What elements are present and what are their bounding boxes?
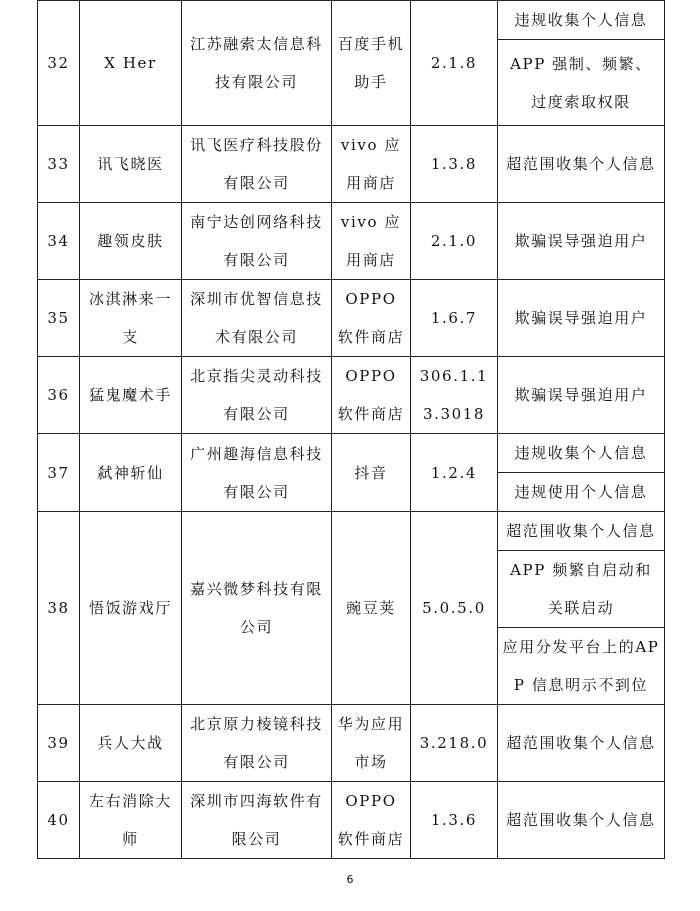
app-version: 1.3.8: [411, 126, 498, 203]
issue-cell: 超范围收集个人信息: [498, 705, 665, 782]
app-version: 1.6.7: [411, 280, 498, 357]
company-name: 深圳市优智信息技术有限公司: [182, 280, 332, 357]
issue-cell: 应用分发平台上的APP 信息明示不到位: [498, 628, 665, 705]
table-row: [38, 126, 665, 203]
app-store: OPPO 软件商店: [332, 357, 411, 434]
app-violation-table: [37, 0, 665, 859]
table-row: [38, 512, 665, 551]
company-name: 北京指尖灵动科技有限公司: [182, 357, 332, 434]
company-name: 广州趣海信息科技有限公司: [182, 434, 332, 512]
app-name: 悟饭游戏厅: [80, 512, 182, 705]
app-store: 百度手机助手: [332, 1, 411, 126]
table-row: [38, 203, 665, 280]
app-name: 猛鬼魔术手: [80, 357, 182, 434]
app-version: 5.0.5.0: [411, 512, 498, 705]
app-store: OPPO 软件商店: [332, 782, 411, 859]
app-store: 抖音: [332, 434, 411, 512]
issue-cell: 违规收集个人信息: [498, 434, 665, 473]
row-number: 34: [38, 203, 80, 280]
app-version: 2.1.0: [411, 203, 498, 280]
app-store: 豌豆荚: [332, 512, 411, 705]
row-number: 37: [38, 434, 80, 512]
app-store: 华为应用市场: [332, 705, 411, 782]
company-name: 江苏融索太信息科技有限公司: [182, 1, 332, 126]
app-name: X Her: [80, 1, 182, 126]
company-name: 深圳市四海软件有限公司: [182, 782, 332, 859]
table-row: [38, 280, 665, 357]
table-row: [38, 782, 665, 859]
row-number: 35: [38, 280, 80, 357]
app-version: 306.1.13.3018: [411, 357, 498, 434]
issue-cell: 超范围收集个人信息: [498, 126, 665, 203]
row-number: 38: [38, 512, 80, 705]
issue-cell: 违规收集个人信息: [498, 1, 665, 40]
row-number: 36: [38, 357, 80, 434]
table-row: [38, 1, 665, 40]
app-name: 冰淇淋来一支: [80, 280, 182, 357]
issue-cell: 欺骗误导强迫用户: [498, 357, 665, 434]
app-name: 讯飞晓医: [80, 126, 182, 203]
issue-cell: 超范围收集个人信息: [498, 782, 665, 859]
row-number: 32: [38, 1, 80, 126]
row-number: 33: [38, 126, 80, 203]
app-store: vivo 应用商店: [332, 126, 411, 203]
row-number: 39: [38, 705, 80, 782]
app-store: OPPO 软件商店: [332, 280, 411, 357]
app-store: vivo 应用商店: [332, 203, 411, 280]
app-version: 3.218.0: [411, 705, 498, 782]
app-name: 趣领皮肤: [80, 203, 182, 280]
page-number: 6: [346, 873, 354, 886]
company-name: 南宁达创网络科技有限公司: [182, 203, 332, 280]
issue-cell: 欺骗误导强迫用户: [498, 203, 665, 280]
app-name: 左右消除大师: [80, 782, 182, 859]
app-version: 1.3.6: [411, 782, 498, 859]
company-name: 北京原力棱镜科技有限公司: [182, 705, 332, 782]
issue-cell: 违规使用个人信息: [498, 473, 665, 512]
company-name: 嘉兴微梦科技有限公司: [182, 512, 332, 705]
app-name: 兵人大战: [80, 705, 182, 782]
issue-cell: APP 频繁自启动和关联启动: [498, 551, 665, 628]
issue-cell: 超范围收集个人信息: [498, 512, 665, 551]
issue-cell: 欺骗误导强迫用户: [498, 280, 665, 357]
app-name: 弑神斩仙: [80, 434, 182, 512]
app-version: 1.2.4: [411, 434, 498, 512]
row-number: 40: [38, 782, 80, 859]
company-name: 讯飞医疗科技股份有限公司: [182, 126, 332, 203]
app-version: 2.1.8: [411, 1, 498, 126]
table-row: [38, 705, 665, 782]
table-row: [38, 357, 665, 434]
issue-cell: APP 强制、频繁、过度索取权限: [498, 40, 665, 126]
table-row: [38, 434, 665, 473]
